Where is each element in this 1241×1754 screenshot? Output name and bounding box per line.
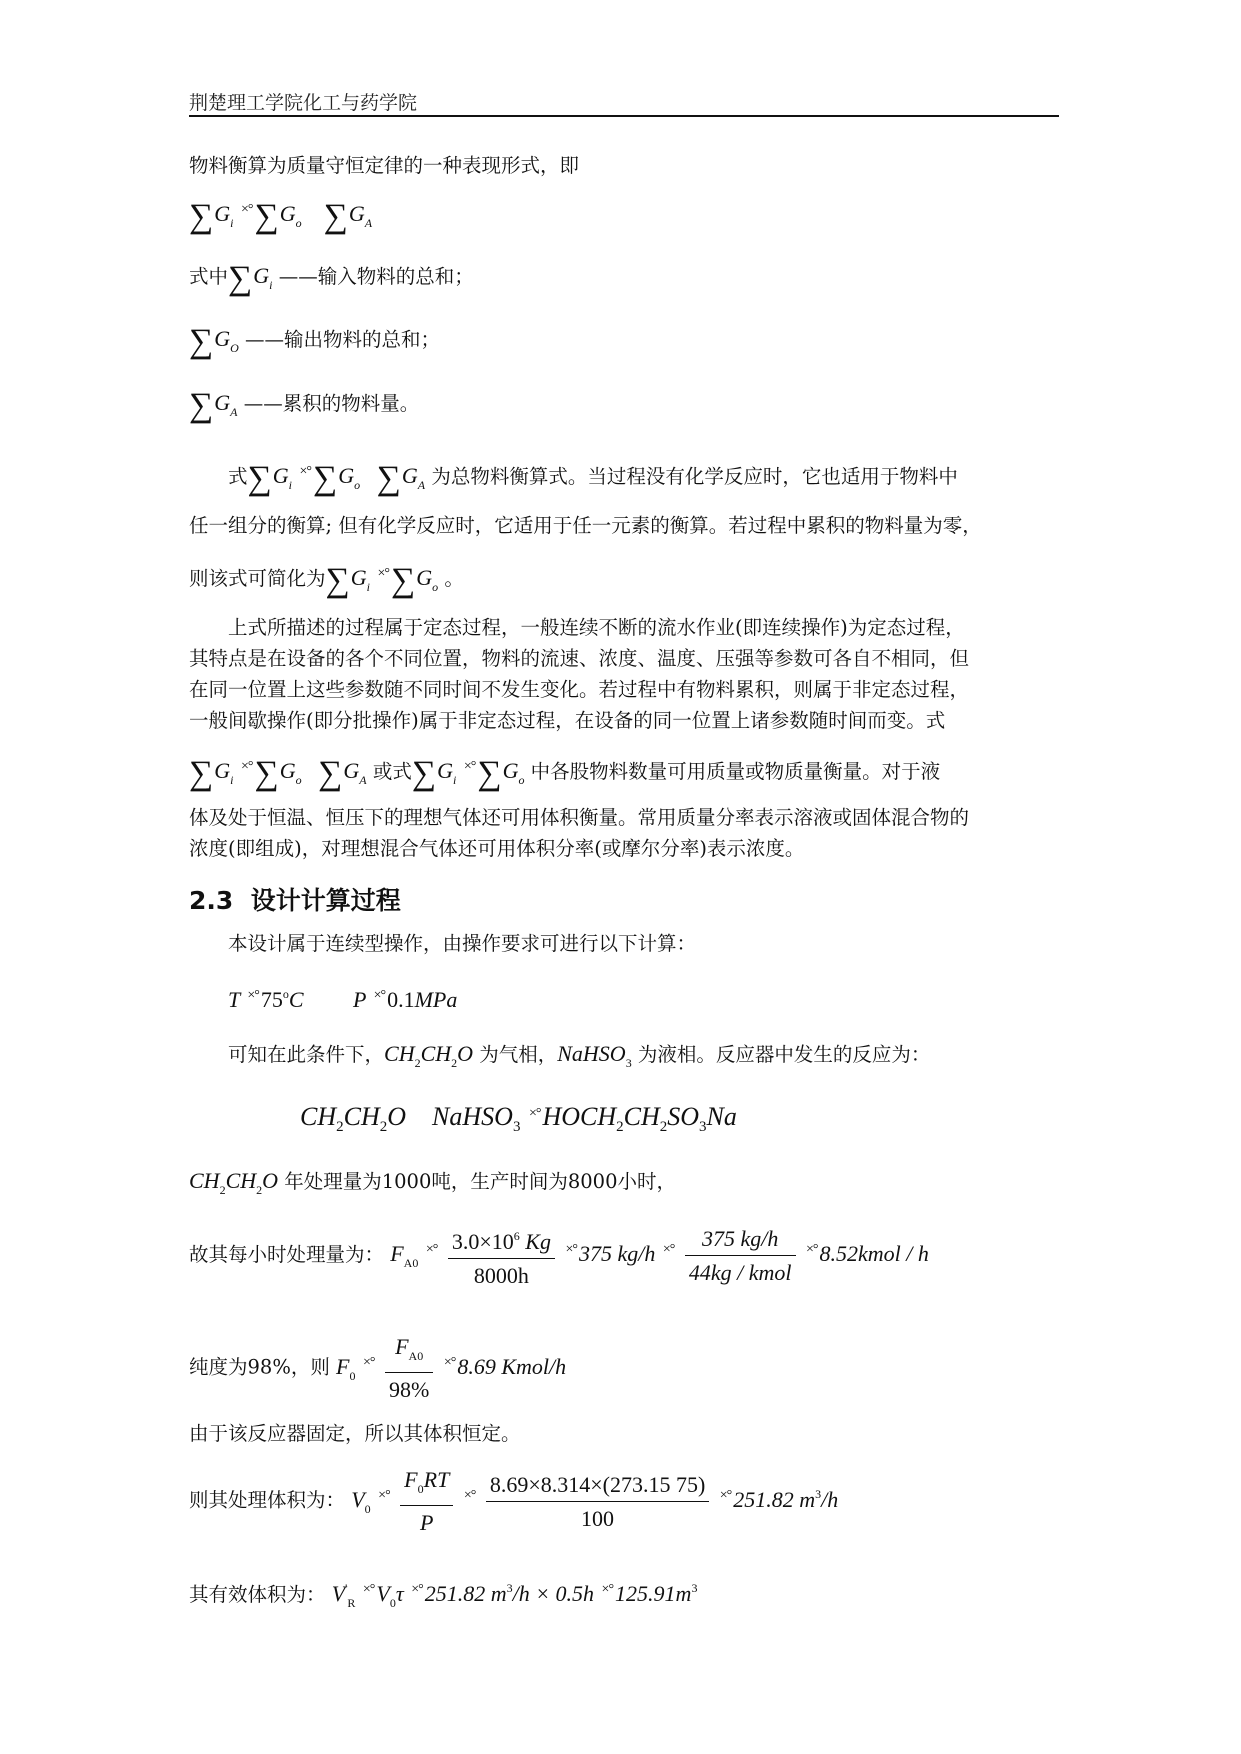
paragraph-total-balance-l2: 任一组分的衡算; 但有化学反应时，它适用于任一元素的衡算。若过程中累积的物料量为零， — [189, 514, 982, 537]
section-heading: 2.3 设计计算过程 — [189, 886, 401, 915]
purity-calc: 纯度为98%，则 $F_0$ ×° $\frac{F_{A0}}{98\%}$ ×°8.69 Kmol/h — [189, 1334, 567, 1402]
effective-volume-calc: 其有效体积为： $V'_R$ $^{\times^\circ}V_0\tau$ ×°251.82 $m^3/h \times 0.5h$ $^{\times^\circ}125.91m^3$ — [189, 1581, 698, 1610]
paragraph-total-balance-l1: 式$\sum G_i$ $^{\times^\circ}\sum G_o$ $\sum G_A$ 为总物料衡算式。当过程没有化学反应时，它也适用于物料中 — [228, 460, 958, 497]
paragraph-intro: 物料衡算为质量守恒定律的一种表现形式，即 — [189, 154, 580, 177]
equation-mass-balance: $\sum G_i$ $^{\times^\circ}\sum G_o$ $\sum G_A$ — [189, 198, 373, 235]
header-rule — [189, 115, 1059, 117]
definition-gi: 式中$\sum G_i$ ——输入物料的总和； — [189, 260, 474, 297]
paragraph-steady-l3: 在同一位置上这些参数随不同时间不发生变化。若过程中有物料累积，则属于非定态过程， — [189, 678, 970, 701]
hourly-throughput: 故其每小时处理量为： $F_{A0}$ ×° $\frac{3.0\times 10^6 Kg}{8000h}$ ×°375 kg/h ×° $\frac{375 kg/h}{\text{44kg / kmol}}$ ×°8.52kmol / h — [189, 1222, 929, 1290]
definition-ga: $\sum G_A$ ——累积的物料量。 — [189, 387, 420, 424]
phase-conditions: 可知在此条件下，$CH_2CH_2O$ 为气相，NaHSO$_3$ 为液相。反应器中发生的反应为： — [228, 1041, 931, 1070]
paragraph-steady-l2: 其特点是在设备的各个不同位置，物料的流速、浓度、温度、压强等参数可各自不相同，但 — [189, 647, 970, 670]
page-header: 荆楚理工学院化工与药学院 — [189, 92, 418, 114]
paragraph-steady-l5: $\sum G_i$ $^{\times^\circ}\sum G_o$ $\sum G_A$ 或式$\sum G_i$ $^{\times^\circ}\sum G_o$ 中各股物料数量可用质量或物质量衡量。对于液 — [189, 755, 941, 792]
conditions-t-p: T ×°75$^o$C P ×°0.1MPa — [228, 987, 458, 1012]
definition-go: $\sum G_O$ ——输出物料的总和； — [189, 323, 441, 360]
paragraph-steady-l7: 浓度(即组成)，对理想混合气体还可用体积分率(或摩尔分率)表示浓度。 — [189, 837, 805, 860]
paragraph-steady-l1: 上式所描述的过程属于定态过程，一般连续不断的流水作业(即连续操作)为定态过程， — [228, 616, 965, 639]
annual-throughput: $CH_2CH_2O$ 年处理量为1000吨，生产时间为8000小时， — [189, 1168, 676, 1197]
reaction-equation: $CH_2CH_2O$ NaHSO$_3$ $^{\times^\circ}HOCH_2CH_2SO_3Na$ — [300, 1102, 737, 1135]
paragraph-steady-l4: 一般间歇操作(即分批操作)属于非定态过程，在设备的同一位置上诸参数随时间而变。式 — [189, 709, 946, 732]
reactor-fixed: 由于该反应器固定，所以其体积恒定。 — [189, 1422, 521, 1445]
calc-intro: 本设计属于连续型操作，由操作要求可进行以下计算： — [228, 932, 697, 955]
volume-calc: 则其处理体积为： $V_0$ ×° $\frac{F_0RT}{P}$ ×° $\frac{8.69\times 8.314\times(273.15 75)}{100}$ ×°251.82 $m^3/h$ — [189, 1467, 839, 1535]
paragraph-steady-l6: 体及处于恒温、恒压下的理想气体还可用体积衡量。常用质量分率表示溶液或固体混合物的 — [189, 806, 970, 829]
paragraph-total-balance-l3: 则该式可简化为$\sum G_i$ $^{\times^\circ}\sum G_o$ 。 — [189, 562, 464, 599]
